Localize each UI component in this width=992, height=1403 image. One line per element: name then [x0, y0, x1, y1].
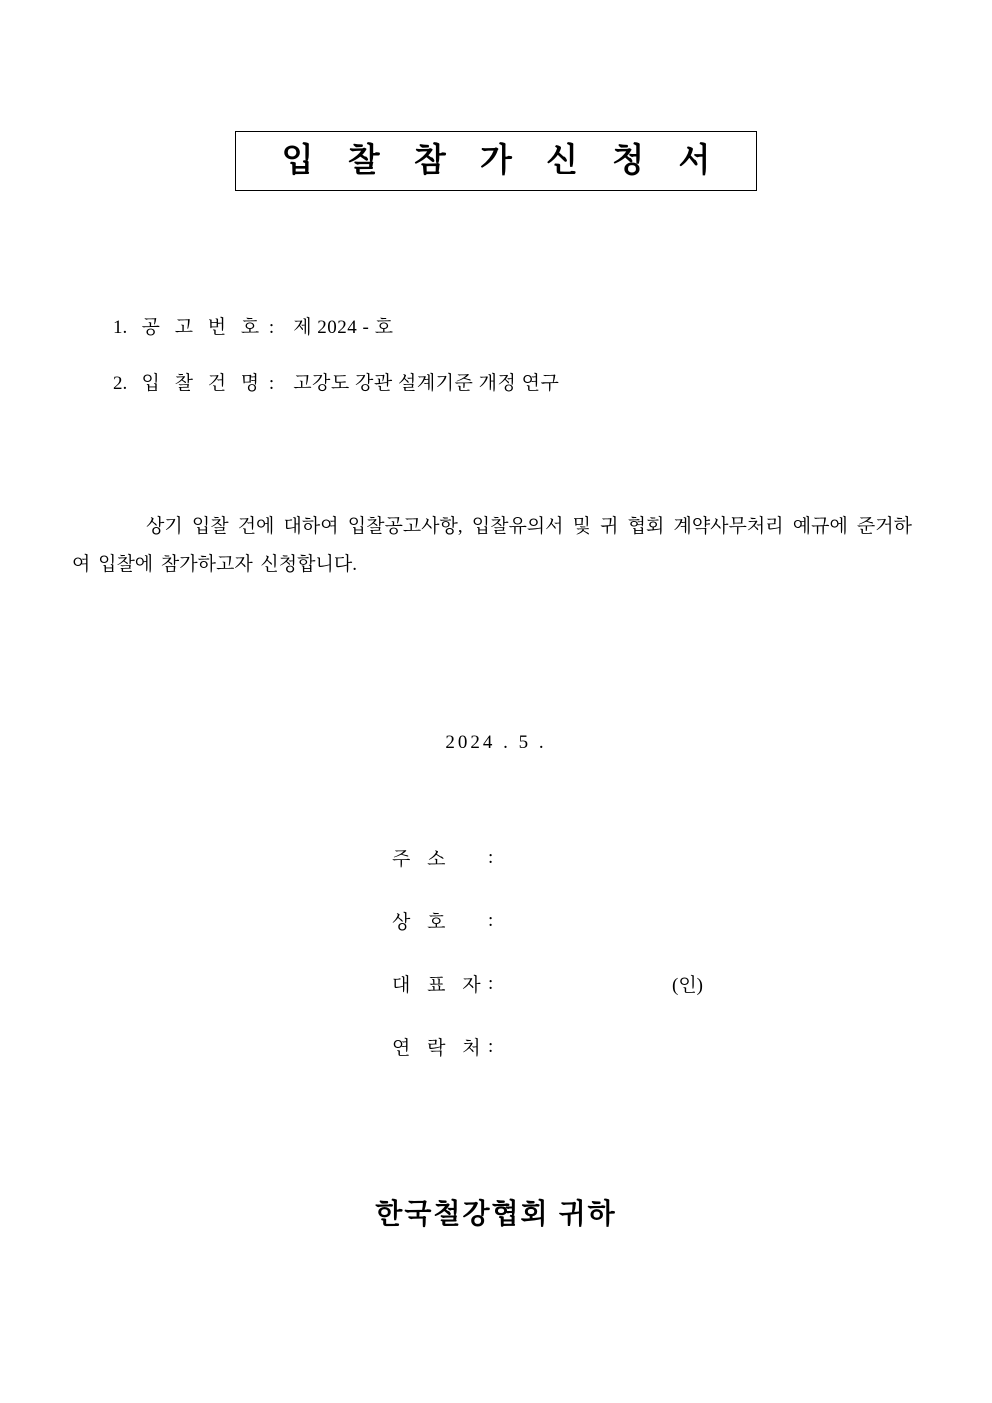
signature-company-separator: :	[488, 909, 494, 931]
signature-row-company	[392, 889, 703, 952]
signature-row-representative	[392, 952, 703, 1015]
field-bid-subject-separator: :	[268, 373, 275, 394]
page-title: 입 찰 참 가 신 청 서	[281, 142, 724, 179]
document-title-box	[235, 131, 757, 191]
document-date: 2024 . 5 .	[445, 732, 547, 753]
signature-representative-seal: (인)	[672, 975, 704, 996]
signature-row-address	[392, 826, 703, 889]
signature-representative-separator: :	[488, 972, 494, 994]
field-notice-number	[113, 318, 394, 337]
field-bid-subject-label: 입 찰 건 명	[141, 373, 265, 394]
signature-contact-label: 연 락 처	[392, 1038, 487, 1059]
signature-address-label: 주 소	[392, 849, 452, 870]
signature-contact-separator: :	[488, 1035, 494, 1057]
field-bid-subject	[113, 374, 559, 393]
signature-row-contact	[392, 1015, 703, 1078]
field-notice-number-separator: :	[268, 317, 275, 338]
signature-representative-label: 대 표 자	[392, 975, 487, 996]
signature-address-separator: :	[488, 846, 494, 868]
body-paragraph: 상기 입찰 건에 대하여 입찰공고사항, 입찰유의서 및 귀 협회 계약사무처리 예규에 준거하여 입찰에 참가하고자 신청합니다.	[72, 516, 912, 575]
recipient-line: 한국철강협회 귀하	[375, 1199, 617, 1230]
signature-block	[392, 826, 703, 1078]
field-bid-subject-index: 2.	[113, 373, 128, 394]
field-bid-subject-value: 고강도 강관 설계기준 개정 연구	[293, 373, 560, 394]
signature-company-label: 상 호	[392, 912, 452, 933]
field-notice-number-index: 1.	[113, 317, 128, 338]
field-notice-number-label: 공 고 번 호	[141, 317, 265, 338]
field-notice-number-value: 제 2024 - 호	[293, 317, 394, 338]
